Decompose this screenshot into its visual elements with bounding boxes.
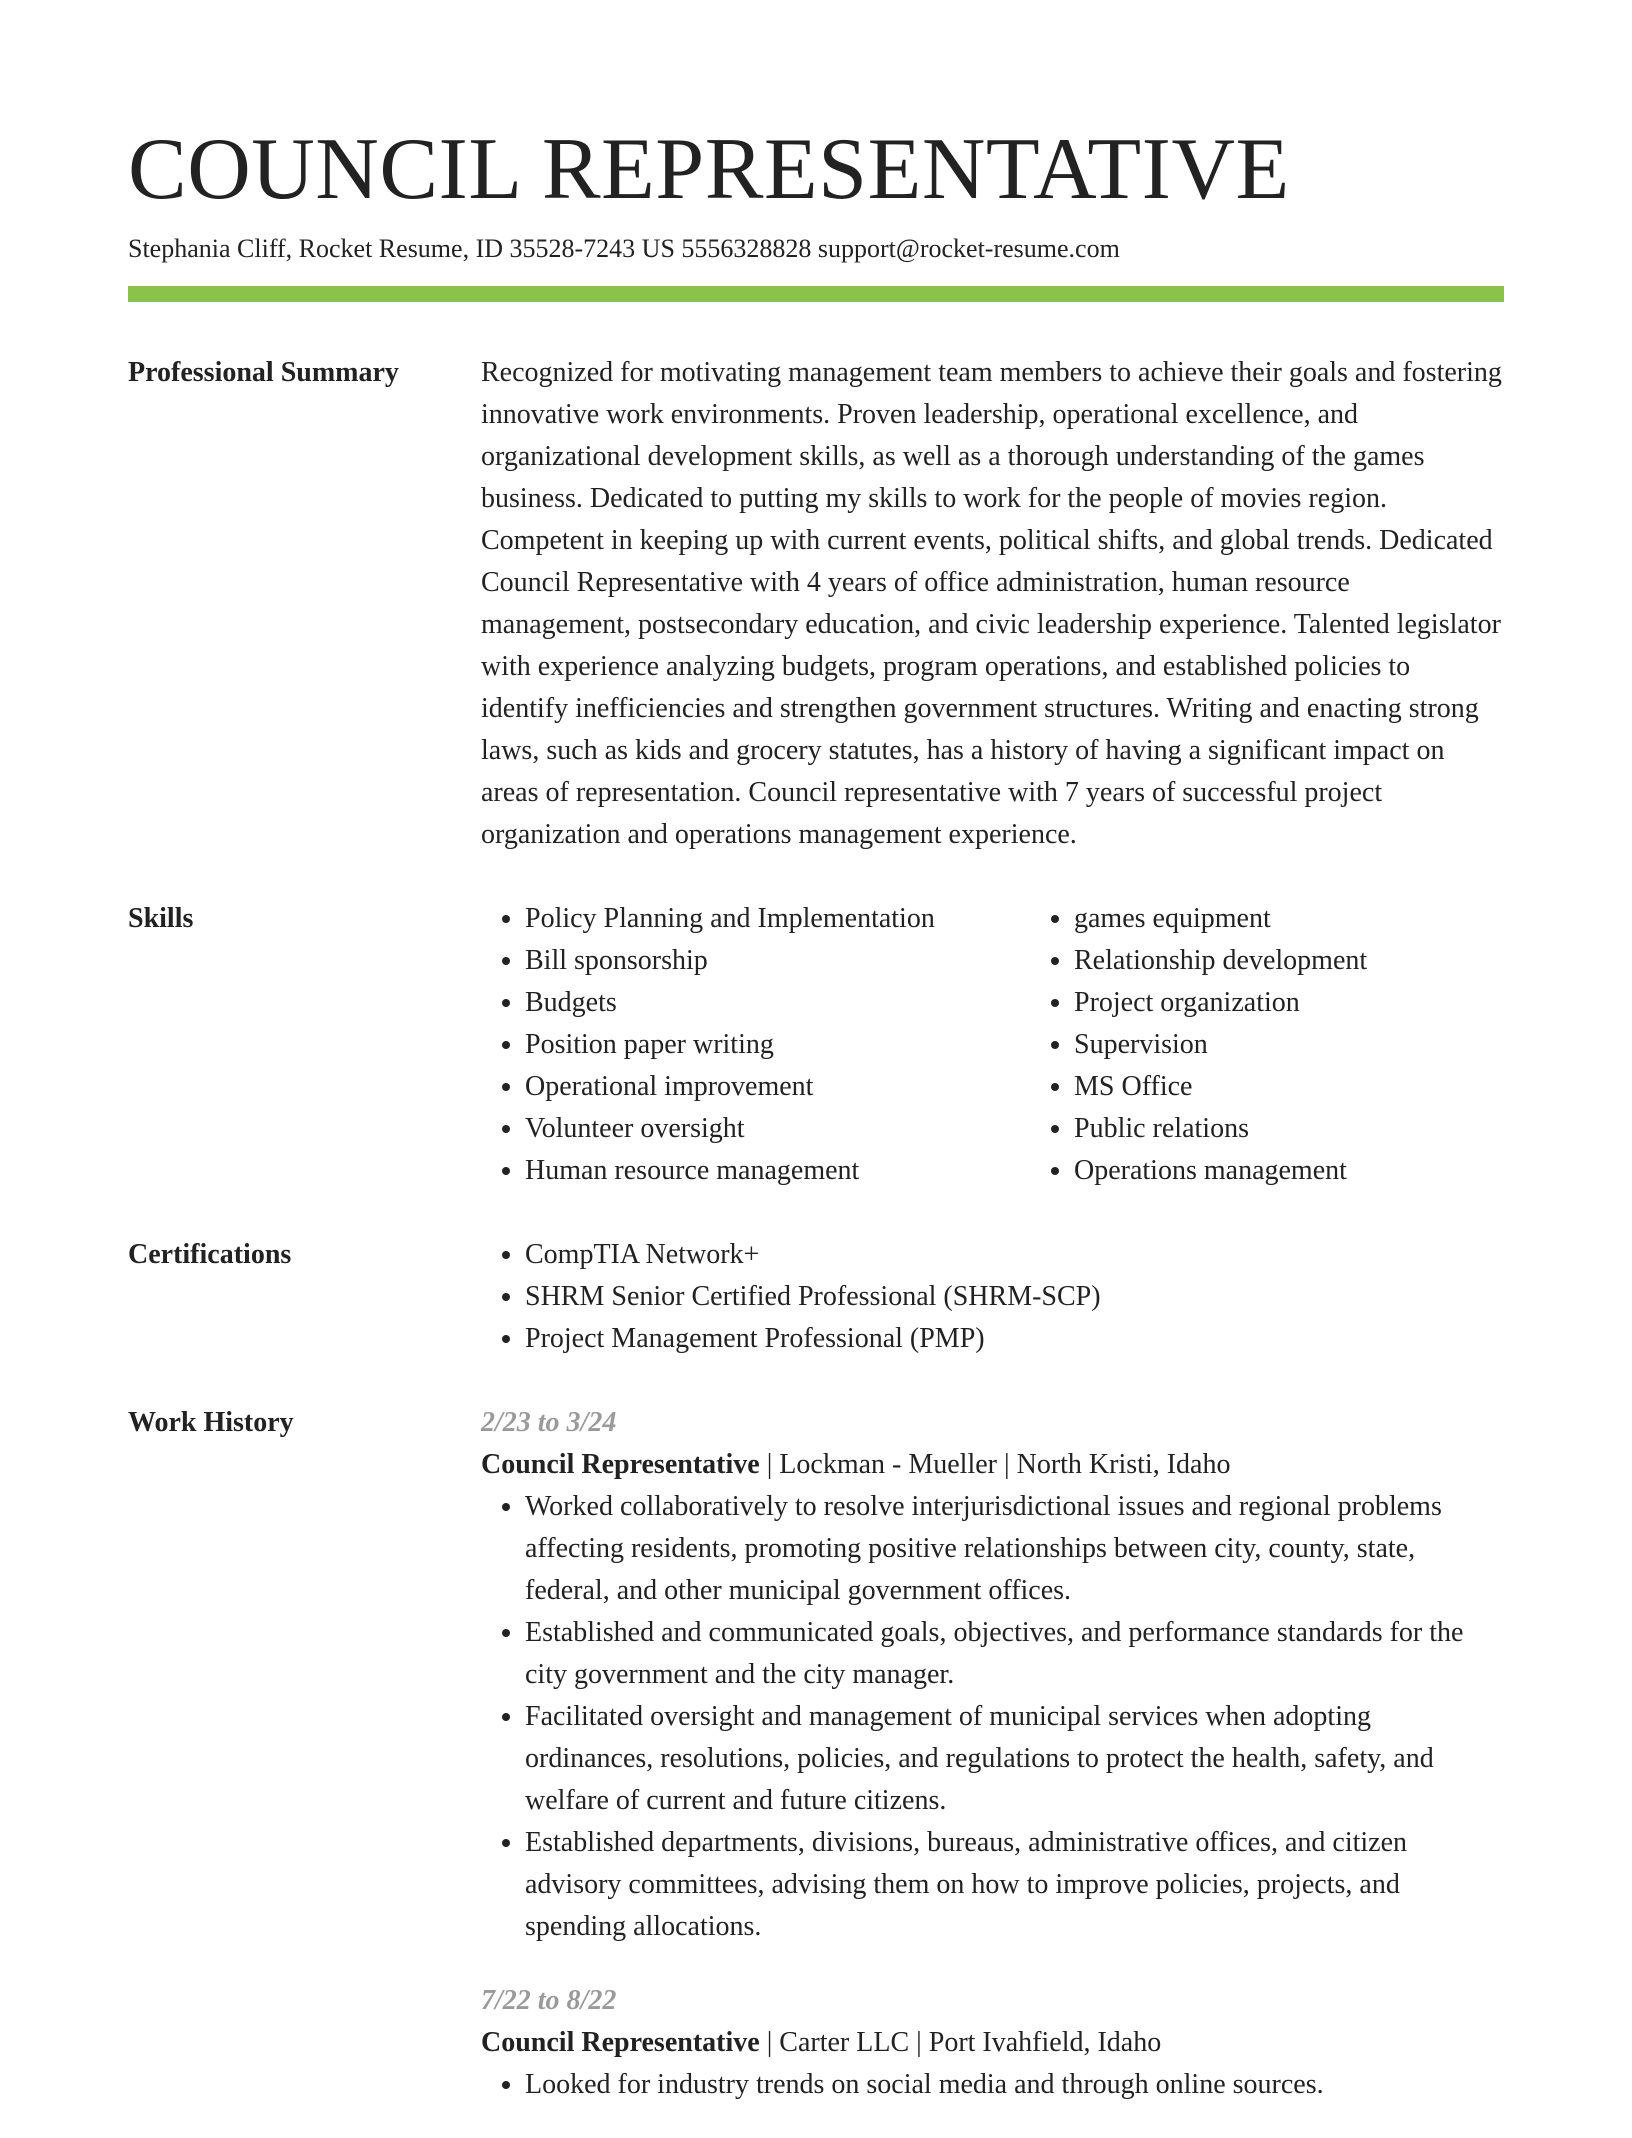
skills-grid: [481, 898, 1504, 1192]
summary-text: Recognized for motivating management team members to achieve their goals and fostering innovative work environments. Proven leadership, operational excellence, and organizational development skills, as well as a thorough understanding of the games business. Dedicated to putting my skills to work for the people of movies region. Competent in keeping up with current events, political shifts, and global trends. Dedicated Council Representative with 4 years of office administration, human resource management, postsecondary education, and civic leadership experience. Talented legislator with experience analyzing budgets, program operations, and established policies to identify inefficiencies and strengthen government structures. Writing and enacting strong laws, such as kids and grocery statutes, has a history of having a significant impact on areas of representation. Council representative with 7 years of successful project organization and operations management experience.: [481, 357, 1502, 850]
section-title-certifications: Certifications: [128, 1239, 292, 1270]
job-bullet: • Looked for industry trends on social media and through online sources.: [525, 2064, 1504, 2106]
contact-line: Stephania Cliff, Rocket Resume, ID 35528-7243 US 5556328828 support@rocket-resume.com: [128, 234, 1120, 263]
job-date: 2/23 to 3/24: [481, 1407, 617, 1438]
header-divider: [128, 286, 1504, 302]
skill-item: • games equipment: [1074, 898, 1504, 940]
skill-item: • Public relations: [1074, 1108, 1504, 1150]
skill-item: • Operational improvement: [525, 1066, 1030, 1108]
certification-item: • CompTIA Network+: [525, 1234, 1504, 1276]
job-employer-location: | Lockman - Mueller | North Kristi, Idaho: [759, 1449, 1231, 1480]
section-title-summary: Professional Summary: [128, 357, 399, 388]
section-body-work-history: [481, 1402, 1504, 2138]
skill-item: • Position paper writing: [525, 1024, 1030, 1066]
job-entry: [481, 1402, 1504, 1948]
section-body-summary: [481, 352, 1504, 856]
skill-item: • Budgets: [525, 982, 1030, 1024]
job-bullets: [481, 2064, 1504, 2106]
certification-item: • SHRM Senior Certified Professional (SHRM-SCP): [525, 1276, 1504, 1318]
work-history-section: [128, 1402, 1504, 2138]
section-title-work-history: Work History: [128, 1407, 294, 1438]
skills-list-left: [481, 898, 1030, 1192]
professional-summary-section: [128, 352, 1504, 856]
skill-item: • Volunteer oversight: [525, 1108, 1030, 1150]
job-employer-location: | Carter LLC | Port Ivahfield, Idaho: [759, 2027, 1162, 2058]
certification-item: • Project Management Professional (PMP): [525, 1318, 1504, 1360]
job-bullet: • Established and communicated goals, objectives, and performance standards for the city government and the city manager.: [525, 1612, 1504, 1696]
skill-item: • Bill sponsorship: [525, 940, 1030, 982]
job-title: Council Representative: [481, 2027, 760, 2058]
job-title-line: [481, 2022, 1504, 2064]
skills-section: [128, 898, 1504, 1192]
certifications-list: [481, 1234, 1504, 1360]
job-date: 7/22 to 8/22: [481, 1985, 617, 2016]
skill-item: • Relationship development: [1074, 940, 1504, 982]
job-title: Council Representative: [481, 1449, 760, 1480]
skill-item: • Project organization: [1074, 982, 1504, 1024]
section-title-skills: Skills: [128, 903, 194, 934]
section-body-certifications: [481, 1234, 1504, 1360]
job-bullet: • Worked collaboratively to resolve interjurisdictional issues and regional problems affecting residents, promoting positive relationships between city, county, state, federal, and other municipal government offices.: [525, 1486, 1504, 1612]
skill-item: • Supervision: [1074, 1024, 1504, 1066]
skills-list-right: [1030, 898, 1504, 1192]
job-bullet: • Established departments, divisions, bureaus, administrative offices, and citizen advisory committees, advising them on how to improve policies, projects, and spending allocations.: [525, 1822, 1504, 1948]
skill-item: • Operations management: [1074, 1150, 1504, 1192]
certifications-section: [128, 1234, 1504, 1360]
job-entry: [481, 1980, 1504, 2106]
resume-name: COUNCIL REPRESENTATIVE: [128, 121, 1290, 218]
job-bullet: • Facilitated oversight and management of municipal services when adopting ordinances, resolutions, policies, and regulations to protect the health, safety, and welfare of current and future citizens.: [525, 1696, 1504, 1822]
job-bullets: [481, 1486, 1504, 1948]
skill-item: • Policy Planning and Implementation: [525, 898, 1030, 940]
skill-item: • Human resource management: [525, 1150, 1030, 1192]
skill-item: • MS Office: [1074, 1066, 1504, 1108]
job-title-line: [481, 1444, 1504, 1486]
